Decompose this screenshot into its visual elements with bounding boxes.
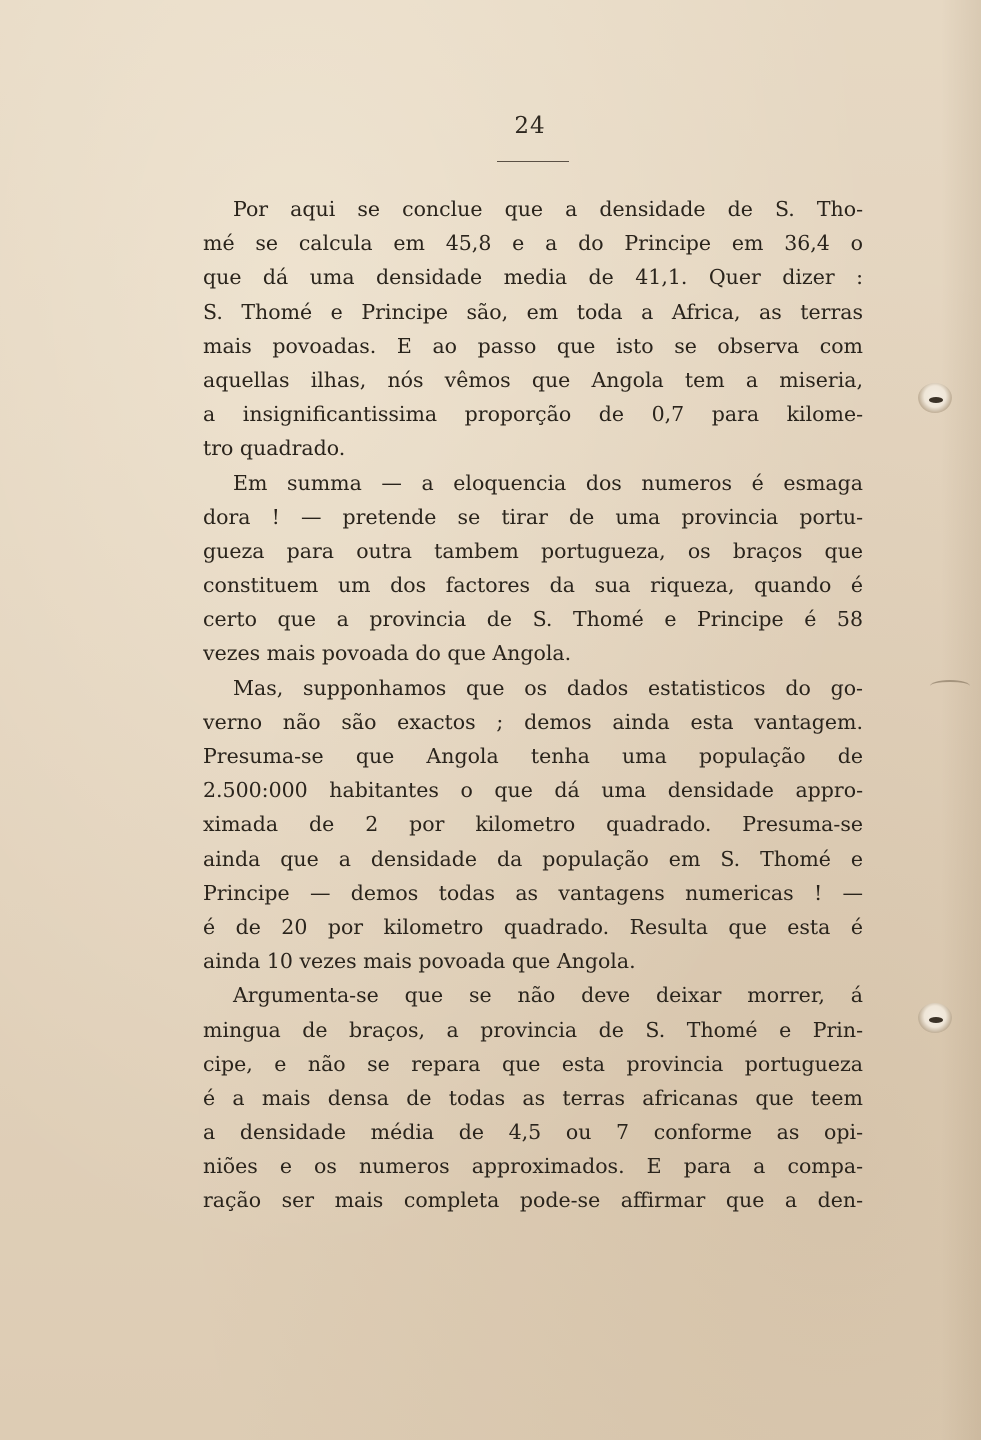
text-line: a insignificantissima proporção de 0,7 para kilome-	[203, 402, 863, 427]
text-line: mé se calcula em 45,8 e a do Principe em 36,4 o	[203, 231, 863, 256]
binding-hole	[918, 383, 952, 413]
binding-hole	[918, 1003, 952, 1033]
paragraph-4	[203, 978, 863, 1217]
text-line: verno não são exactos ; demos ainda esta vantagem.	[203, 709, 863, 734]
text-line: mingua de braços, a provincia de S. Thomé e Prin-	[203, 1017, 863, 1042]
body-text	[203, 192, 863, 1218]
text-line: a densidade média de 4,5 ou 7 conforme as opi-	[203, 1120, 863, 1145]
text-line: Em summa — a eloquencia dos numeros é esmaga	[233, 470, 863, 495]
paragraph-1	[203, 192, 863, 466]
page-edge-shadow	[941, 0, 981, 1440]
text-line: 2.500:000 habitantes o que dá uma densidade appro-	[203, 778, 863, 803]
text-line: niões e os numeros approximados. E para a compa-	[203, 1154, 863, 1179]
text-line: ainda que a densidade da população em S. Thomé e	[203, 846, 863, 871]
text-line: certo que a provincia de S. Thomé e Principe é 58	[203, 607, 863, 632]
text-line: ximada de 2 por kilometro quadrado. Presuma-se	[203, 812, 863, 837]
text-line: que dá uma densidade media de 41,1. Quer dizer :	[203, 265, 863, 290]
text-line: constituem um dos factores da sua riqueza, quando é	[203, 573, 863, 598]
text-line: ainda 10 vezes mais povoada que Angola.	[203, 949, 636, 974]
binding-nick	[930, 680, 970, 692]
text-line: Principe — demos todas as vantagens numericas ! —	[203, 880, 863, 905]
text-line: cipe, e não se repara que esta provincia portugueza	[203, 1051, 863, 1076]
text-line: gueza para outra tambem portugueza, os braços que	[203, 538, 863, 563]
paragraph-3	[203, 671, 863, 979]
text-line: vezes mais povoada do que Angola.	[203, 641, 572, 666]
text-line: Por aqui se conclue que a densidade de S. Tho-	[233, 197, 863, 221]
text-line: S. Thomé e Principe são, em toda a Africa, as terras	[203, 299, 863, 324]
text-line: Presuma-se que Angola tenha uma população de	[203, 744, 863, 768]
paragraph-2	[203, 466, 863, 671]
header-rule	[497, 161, 569, 162]
text-line: mais povoadas. E ao passo que isto se observa com	[203, 333, 863, 358]
text-line: Argumenta-se que se não deve deixar morrer, á	[233, 983, 863, 1008]
text-line: Mas, supponhamos que os dados estatisticos do go-	[233, 675, 863, 700]
page-number: 24	[514, 113, 546, 139]
text-line: é de 20 por kilometro quadrado. Resulta que esta é	[203, 914, 863, 939]
text-line: aquellas ilhas, nós vêmos que Angola tem a miseria,	[203, 367, 863, 392]
text-line: tro quadrado.	[203, 436, 346, 461]
text-line: dora ! — pretende se tirar de uma provincia portu-	[203, 504, 863, 529]
text-line: é a mais densa de todas as terras africanas que teem	[203, 1085, 863, 1110]
text-line: ração ser mais completa pode-se affirmar que a den-	[203, 1188, 863, 1213]
